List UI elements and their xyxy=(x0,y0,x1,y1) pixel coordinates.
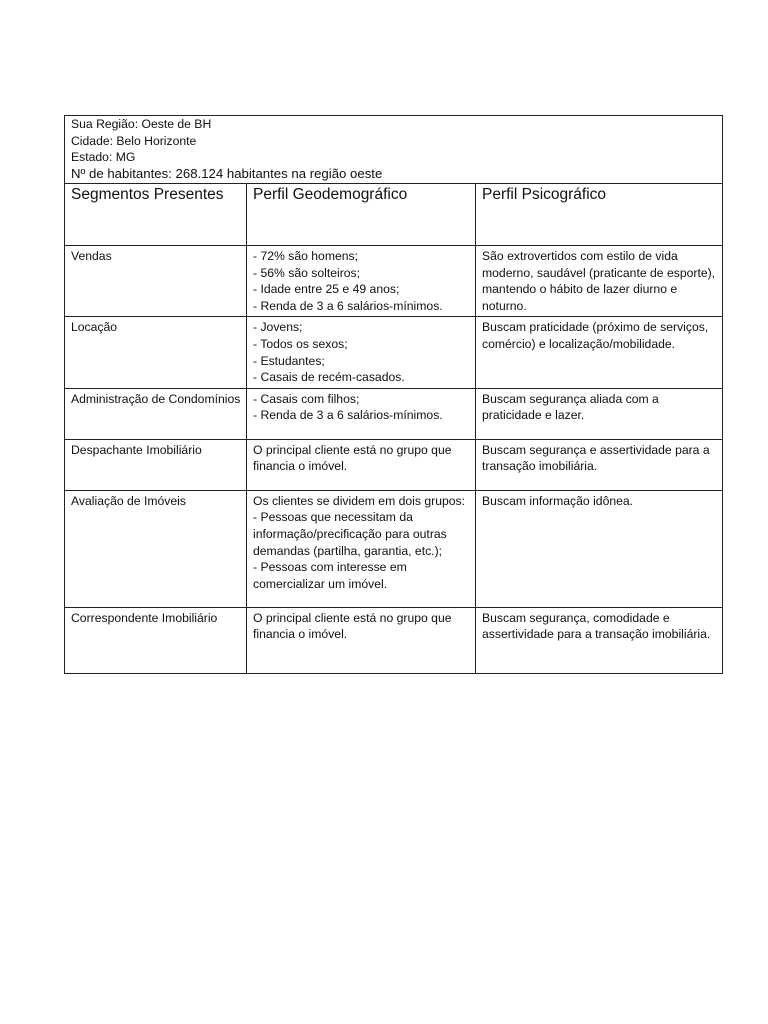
table-row xyxy=(65,317,723,388)
geo-line: - Casais com filhos; xyxy=(253,391,360,406)
psico-cell: Buscam segurança aliada com a praticidade e lazer. xyxy=(476,388,723,439)
segment-cell: Administração de Condomínios xyxy=(65,388,247,439)
table-row xyxy=(65,246,723,317)
inhabitants-line: Nº de habitantes: 268.124 habitantes na região oeste xyxy=(71,165,383,181)
geo-line: - Todos os sexos; xyxy=(253,336,348,351)
psico-cell: Buscam praticidade (próximo de serviços, comércio) e localização/mobilidade. xyxy=(476,317,723,388)
geo-line: - Pessoas que necessitam da informação/precificação para outras demandas (partilha, garantia, etc.); xyxy=(253,510,447,558)
table-row xyxy=(65,607,723,673)
header-segmentos: Segmentos Presentes xyxy=(65,184,247,246)
document-page xyxy=(64,115,722,674)
table-row xyxy=(65,439,723,490)
segment-cell: Despachante Imobiliário xyxy=(65,439,247,490)
geo-line: - Idade entre 25 e 49 anos; xyxy=(253,282,400,297)
region-info-cell xyxy=(65,116,723,184)
table-row xyxy=(65,490,723,607)
segment-profile-table xyxy=(64,115,723,674)
region-info-row xyxy=(65,116,723,184)
geo-line: - 72% são homens; xyxy=(253,249,359,263)
geo-line: - Renda de 3 a 6 salários-mínimos. xyxy=(253,408,443,423)
header-geodemografico: Perfil Geodemográfico xyxy=(247,184,476,246)
state-line: Estado: MG xyxy=(71,150,136,165)
geo-line: - Estudantes; xyxy=(253,353,325,368)
psico-cell: Buscam segurança e assertividade para a transação imobiliária. xyxy=(476,439,723,490)
segment-cell: Avaliação de Imóveis xyxy=(65,490,247,607)
geo-line: - 56% são solteiros; xyxy=(253,265,361,280)
table-row xyxy=(65,388,723,439)
geo-line: O principal cliente está no grupo que financia o imóvel. xyxy=(253,610,452,642)
geo-line: - Pessoas com interesse em comercializar um imóvel. xyxy=(253,560,407,591)
geo-line: - Jovens; xyxy=(253,320,303,335)
geo-cell xyxy=(247,388,476,439)
region-line: Sua Região: Oeste de BH xyxy=(71,117,212,131)
segment-cell: Correspondente Imobiliário xyxy=(65,607,247,673)
segment-cell: Locação xyxy=(65,317,247,388)
geo-line: Os clientes se dividem em dois grupos: xyxy=(253,493,466,508)
psico-cell: Buscam informação idônea. xyxy=(476,490,723,607)
geo-cell xyxy=(247,317,476,388)
geo-cell xyxy=(247,490,476,607)
header-psicografico: Perfil Psicográfico xyxy=(476,184,723,246)
city-line: Cidade: Belo Horizonte xyxy=(71,133,197,148)
table-header-row xyxy=(65,184,723,246)
geo-line: O principal cliente está no grupo que financia o imóvel. xyxy=(253,442,452,474)
geo-cell xyxy=(247,246,476,317)
geo-cell xyxy=(247,607,476,673)
segment-cell: Vendas xyxy=(65,246,247,317)
psico-cell: Buscam segurança, comodidade e assertividade para a transação imobiliária. xyxy=(476,607,723,673)
geo-cell xyxy=(247,439,476,490)
geo-line: - Renda de 3 a 6 salários-mínimos. xyxy=(253,298,443,313)
psico-cell: São extrovertidos com estilo de vida moderno, saudável (praticante de esporte), mantendo o hábito de lazer diurno e noturno. xyxy=(476,246,723,317)
geo-line: - Casais de recém-casados. xyxy=(253,370,405,385)
